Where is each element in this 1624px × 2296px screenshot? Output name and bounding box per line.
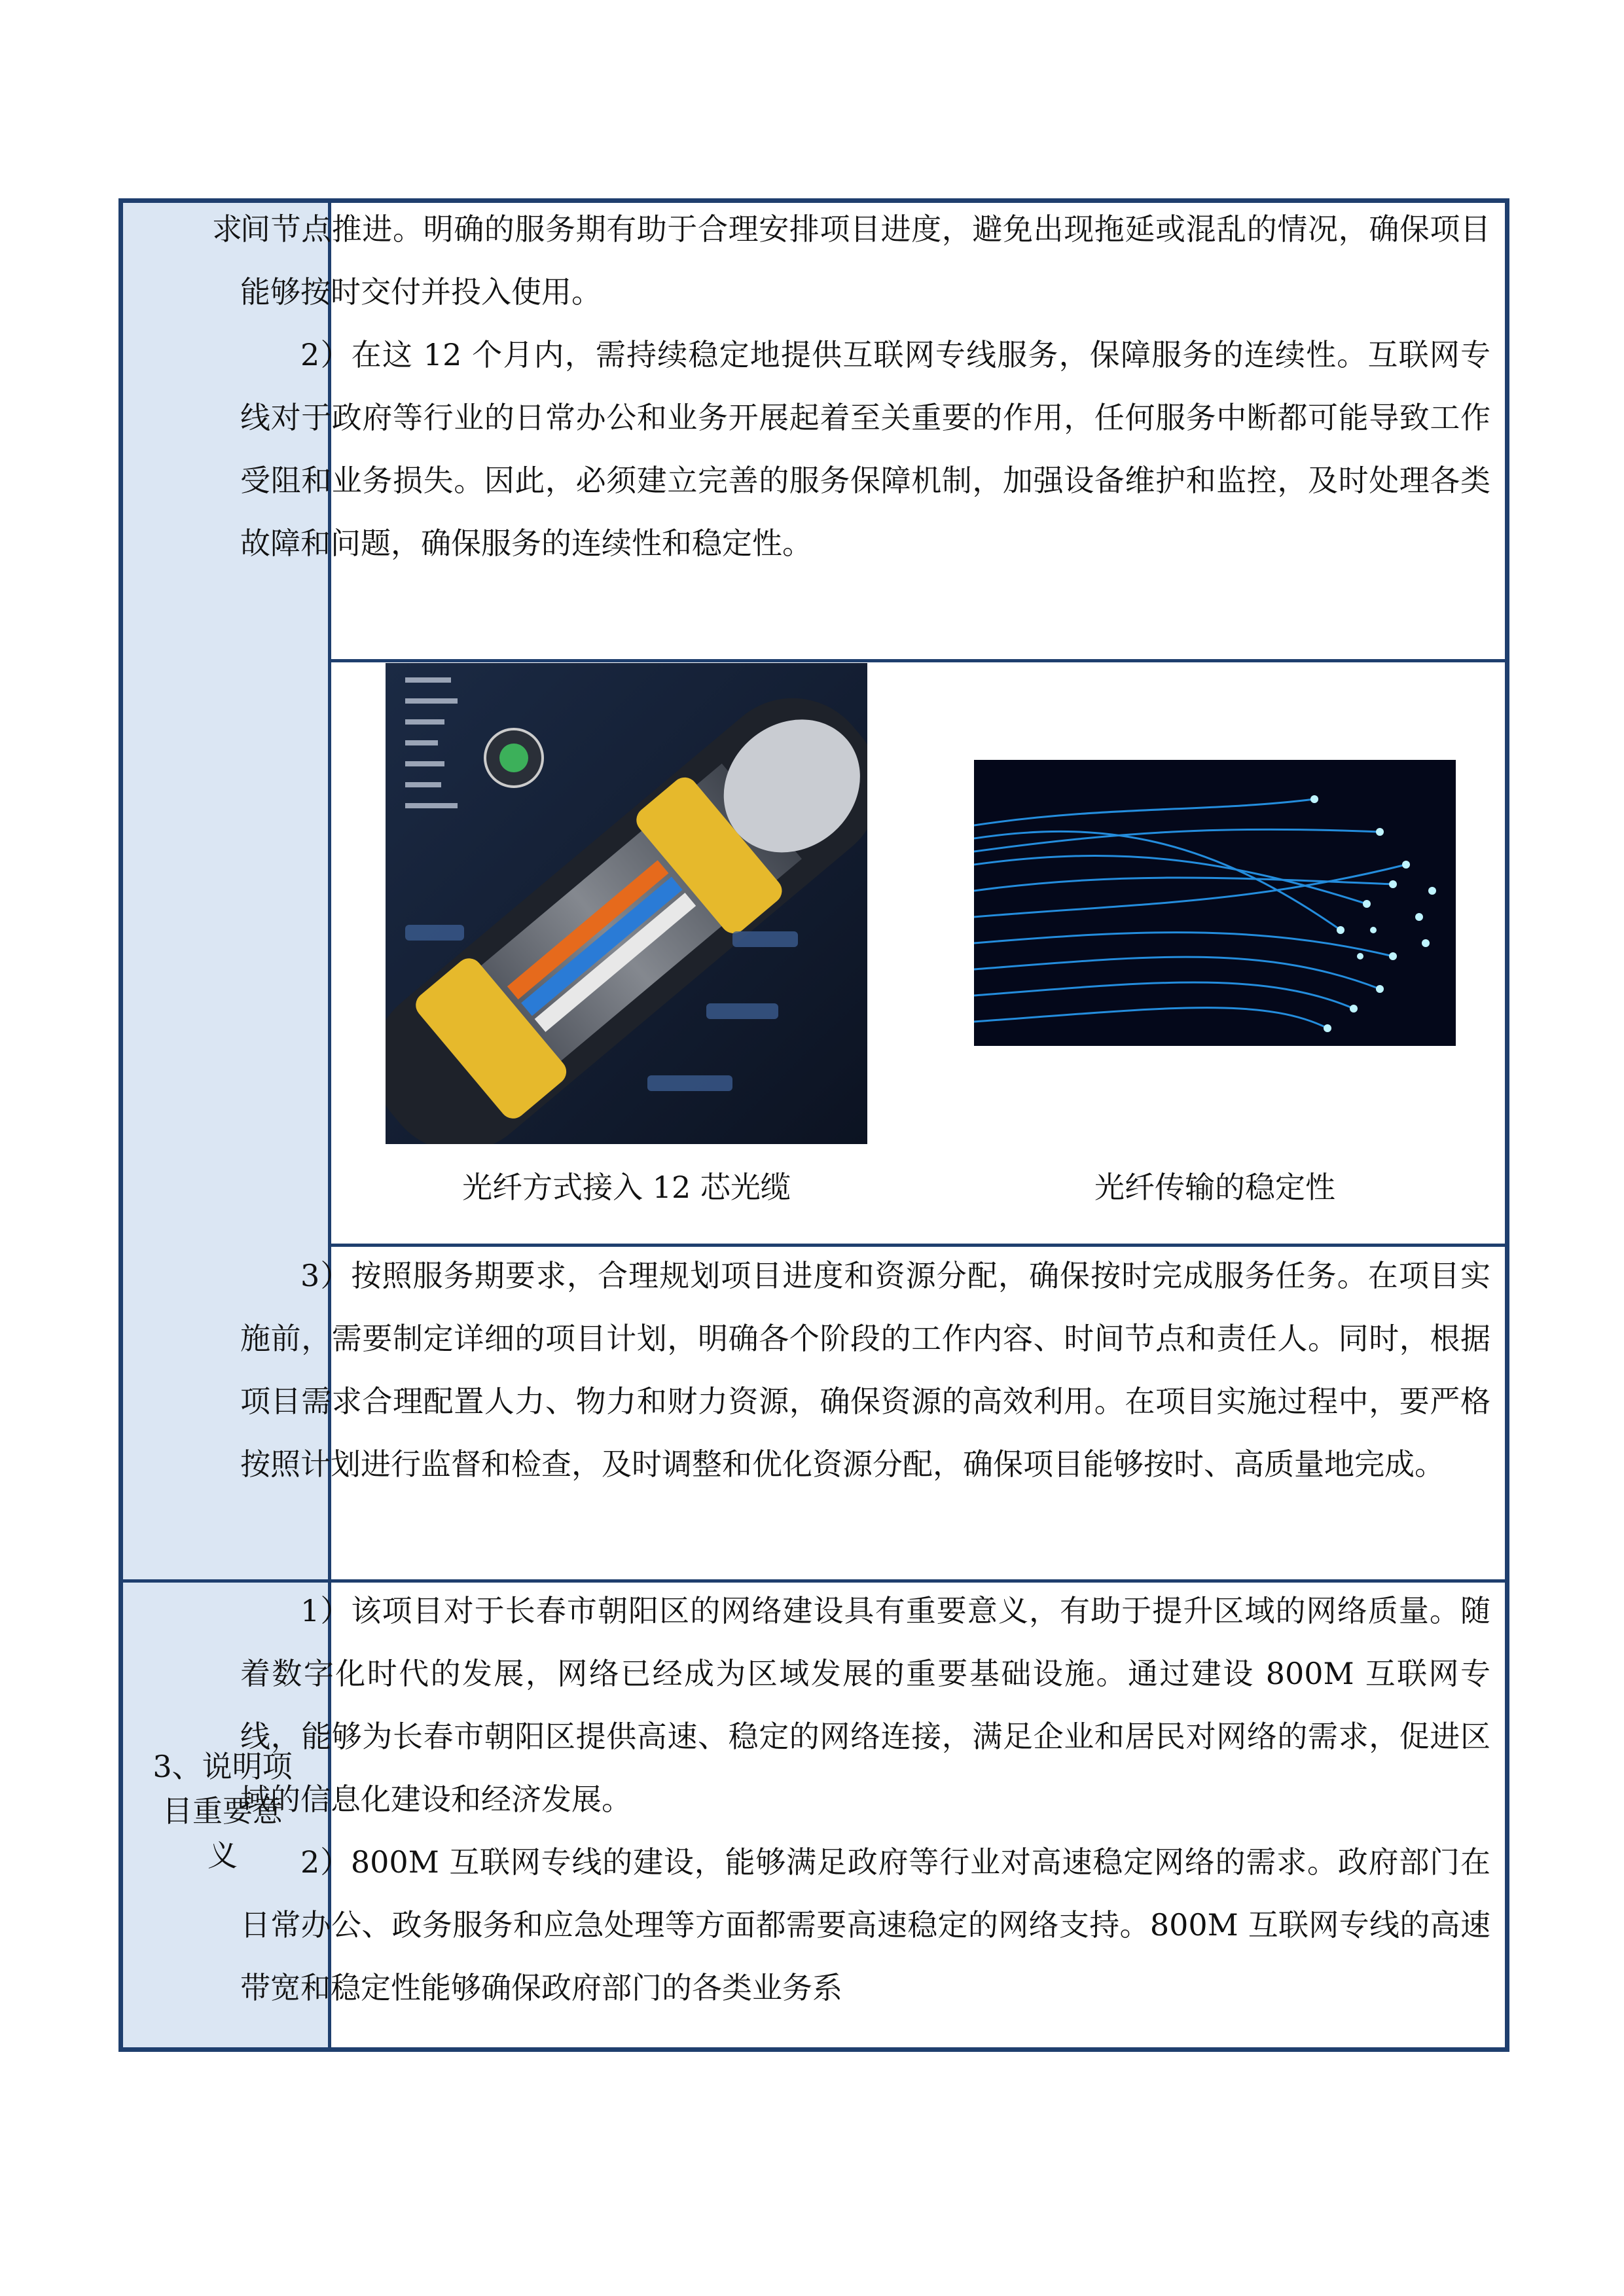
optical-fiber-image <box>974 760 1456 1046</box>
row4-label-line1: 3、说明项 <box>153 1749 293 1784</box>
figure-caption-left: 光纤方式接入 12 芯光缆 <box>462 1170 791 1205</box>
paragraph-4-1: 1）该项目对于长春市朝阳区的网络建设具有重要意义，有助于提升区域的网络质量。随着数字化时代的发展，网络已经成为区域发展的重要基础设施。通过建设 800M 互联网专线，能够为长春市朝阳区提供高速、稳定的网络连接，满足企业和居民对网络的需求，促进区域的信息化建设和经济发展。 <box>240 1593 1490 1817</box>
figure-caption-right: 光纤传输的稳定性 <box>1094 1170 1335 1205</box>
row4-label-line3: 义 <box>208 1838 238 1873</box>
fiber-cable-image <box>386 663 867 1144</box>
paragraph-4-2: 2）800M 互联网专线的建设，能够满足政府等行业对高速稳定网络的需求。政府部门在日常办公、政务服务和应急处理等方面都需要高速稳定的网络支持。800M 互联网专线的高速带宽和稳定性能够确保政府部门的各类业务系 <box>240 1844 1490 2005</box>
row-divider <box>328 659 1505 662</box>
paragraph-2: 2）在这 12 个月内，需持续稳定地提供互联网专线服务，保障服务的连续性。互联网专线对于政府等行业的日常办公和业务开展起着至关重要的作用，任何服务中断都可能导致工作受阻和业务损失。因此，必须建立完善的服务保障机制，加强设备维护和监控，及时处理各类故障和问题，确保服务的连续性和稳定性。 <box>240 337 1490 561</box>
paragraph-3: 3）按照服务期要求，合理规划项目进度和资源分配，确保按时完成服务任务。在项目实施前，需要制定详细的项目计划，明确各个阶段的工作内容、时间节点和责任人。同时，根据项目需求合理配置人力、物力和财力资源，确保资源的高效利用。在项目实施过程中，要严格按照计划进行监督和检查，及时调整和优化资源分配，确保项目能够按时、高质量地完成。 <box>240 1258 1490 1482</box>
row1-label: 求 <box>212 211 242 247</box>
paragraph-continued: 间节点推进。明确的服务期有助于合理安排项目进度，避免出现拖延或混乱的情况，确保项目能够按时交付并投入使用。 <box>240 211 1490 310</box>
row4-label-line2: 目重要意 <box>162 1793 283 1829</box>
